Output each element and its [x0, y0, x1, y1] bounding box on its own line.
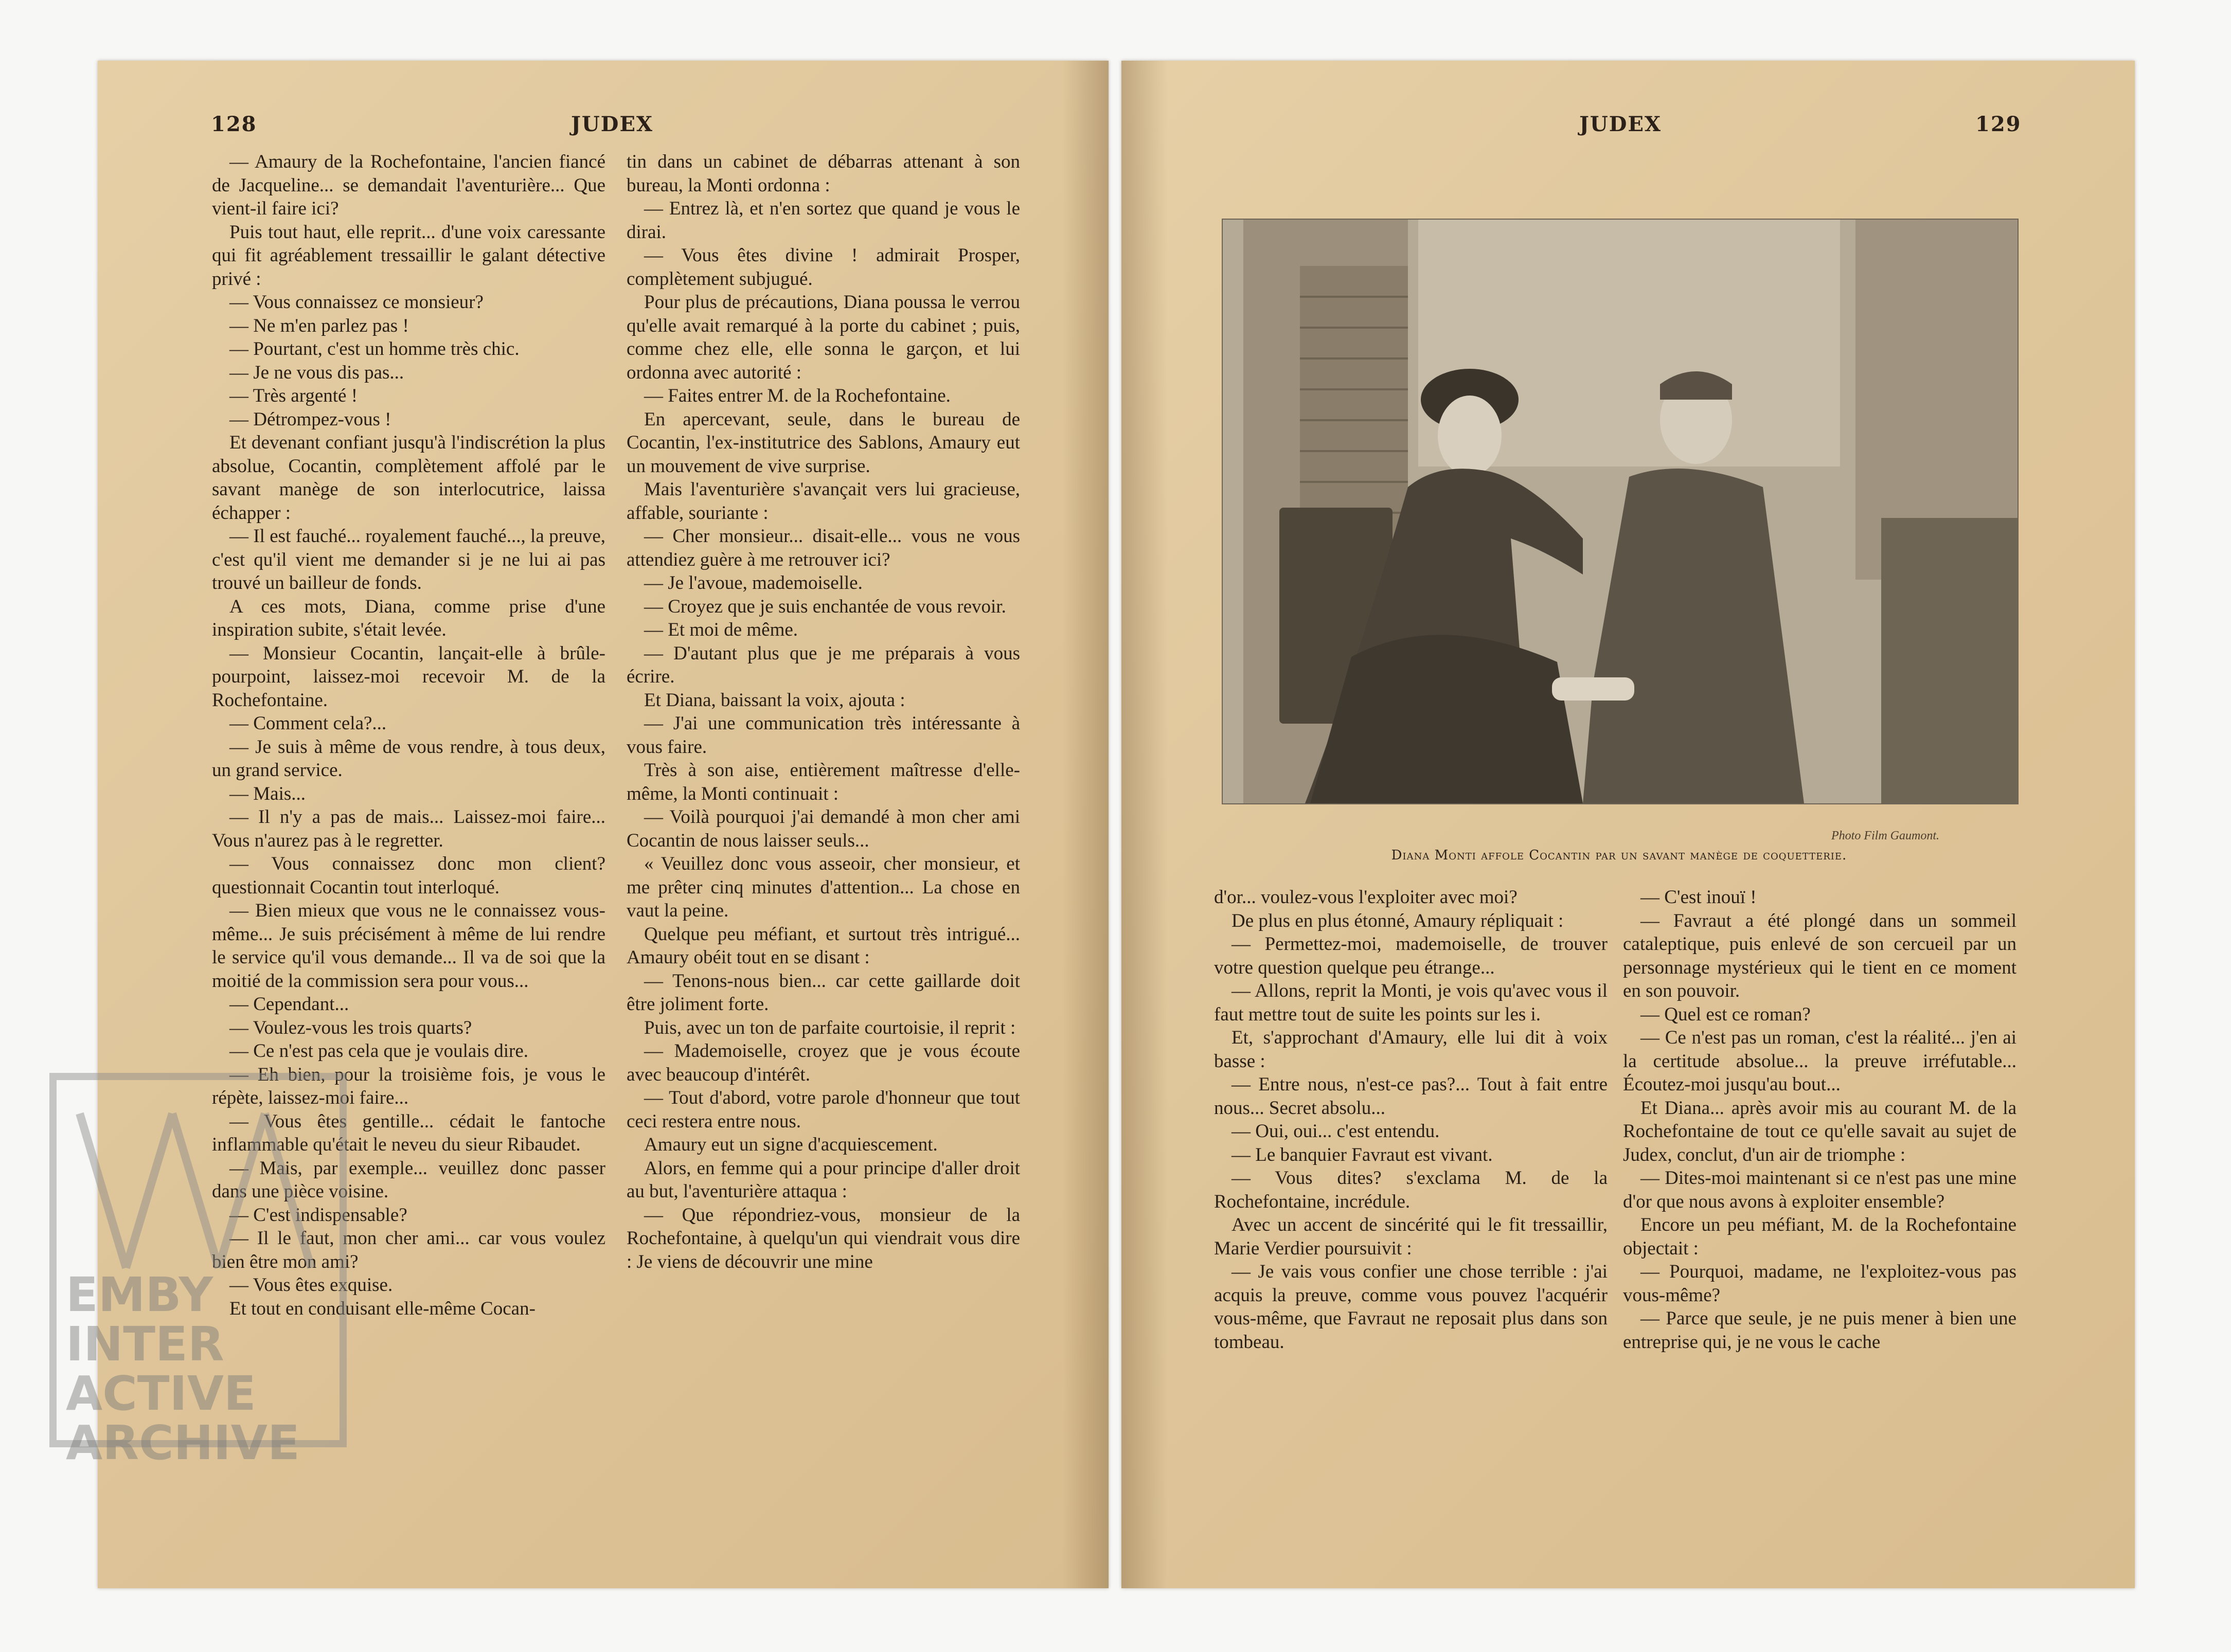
paragraph: — Entre nous, n'est-ce pas?... Tout à fait entre nous... Secret absolu... — [1214, 1074, 1608, 1119]
paragraph: — Vous êtes divine ! admirait Prosper, complètement subjugué. — [627, 245, 1020, 290]
paragraph: — Le banquier Favraut est vivant. — [1231, 1144, 1493, 1165]
paragraph: — Que répondriez-vous, monsieur de la Rochefontaine, à quelqu'un qui viendrait vous dire : Je viens de découvrir une mine — [627, 1204, 1020, 1272]
paragraph: — Détrompez-vous ! — [229, 408, 391, 430]
paragraph: — Voulez-vous les trois quarts? — [229, 1017, 472, 1038]
paragraph: Et devenant confiant jusqu'à l'indiscrétion la plus absolue, Cocantin, complètement affolé par le savant manège de son interlocutrice, laissa échapper : — [212, 432, 605, 524]
paragraph: — Faites entrer M. de la Rochefontaine. — [644, 385, 951, 406]
paragraph: — Ce n'est pas cela que je voulais dire. — [229, 1040, 529, 1062]
paragraph: — Mais... — [229, 783, 306, 804]
paragraph: — Très argenté ! — [229, 385, 358, 406]
paragraph: — Pourquoi, madame, ne l'exploitez-vous pas vous-même? — [1623, 1261, 2016, 1306]
watermark-line: ACTIVE — [66, 1366, 256, 1421]
paragraph: — Tout d'abord, votre parole d'honneur que tout ceci restera entre nous. — [627, 1087, 1020, 1132]
paragraph: — Vous dites? s'exclama M. de la Rochefontaine, incrédule. — [1214, 1168, 1608, 1212]
watermark-line: INTER — [66, 1317, 224, 1372]
paragraph: — Voilà pourquoi j'ai demandé à mon cher ami Cocantin de nous laisser seuls... — [627, 806, 1020, 851]
paragraph: — Monsieur Cocantin, lançait-elle à brûle-pourpoint, laissez-moi recevoir M. de la Rochefontaine. — [212, 642, 605, 711]
film-still-drawing — [1223, 220, 2018, 803]
paragraph: Et Diana, baissant la voix, ajouta : — [644, 689, 905, 711]
paragraph: — Bien mieux que vous ne le connaissez vous-même... Je suis précisément à même de lui rendre le service qu'il vous demande... Il va de soi que la moitié de la commission sera pour vous... — [212, 900, 605, 992]
paragraph: Quelque peu méfiant, et surtout très intrigué... Amaury obéit tout en se disant : — [627, 923, 1020, 968]
paragraph: — Amaury de la Rochefontaine, l'ancien fiancé de Jacqueline... se demandait l'aventurière... Que vient-il faire ici? — [212, 151, 605, 219]
paragraph: Encore un peu méfiant, M. de la Rochefontaine objectait : — [1623, 1214, 2016, 1259]
gutter-shadow — [1062, 61, 1109, 1588]
paragraph: — Parce que seule, je ne puis mener à bien une entreprise qui, je ne vous le cache — [1623, 1308, 2016, 1353]
page-number-right: 129 — [1975, 112, 2022, 136]
right-column-1 — [1214, 886, 1608, 1354]
watermark-line: EMBY — [66, 1267, 213, 1322]
photo-credit: Photo Film Gaumont. — [1831, 829, 1939, 842]
paragraph: Avec un accent de sincérité qui le fit tressaillir, Marie Verdier poursuivit : — [1214, 1214, 1608, 1259]
paragraph: — Vous êtes exquise. — [229, 1274, 393, 1296]
paragraph: — J'ai une communication très intéressante à vous faire. — [627, 713, 1020, 758]
paragraph: Pour plus de précautions, Diana poussa le verrou qu'elle avait remarqué à la porte du cabinet ; puis, comme chez elle, elle sonna le garçon, et lui ordonna avec autorité : — [627, 292, 1020, 383]
paragraph: — Entrez là, et n'en sortez que quand je vous le dirai. — [627, 198, 1020, 243]
paragraph: Et Diana... après avoir mis au courant M. de la Rochefontaine de tout ce qu'elle savait au sujet de Judex, conclut, d'un air de triomphe : — [1623, 1097, 2016, 1165]
paragraph: — Il est fauché... royalement fauché..., la preuve, c'est qu'il vient me demander si je ne lui ai pas trouvé un bailleur de fonds. — [212, 526, 605, 594]
paragraph: — Favraut a été plongé dans un sommeil cataleptique, puis enlevé de son cercueil par un personnage mystérieux qui le tient en ce moment en son pouvoir. — [1623, 910, 2016, 1001]
paragraph: — Quel est ce roman? — [1640, 1003, 1811, 1025]
paragraph: — Il n'y a pas de mais... Laissez-moi faire... Vous n'aurez pas à le regretter. — [212, 806, 605, 851]
film-still-photo — [1222, 219, 2019, 804]
paragraph: — Mademoiselle, croyez que je vous écoute avec beaucoup d'intérêt. — [627, 1040, 1020, 1085]
paragraph: — Allons, reprit la Monti, je vois qu'avec vous il faut mettre tout de suite les points sur les i. — [1214, 980, 1608, 1025]
page-number-left: 128 — [211, 112, 257, 136]
paragraph: Amaury eut un signe d'acquiescement. — [644, 1134, 938, 1155]
paragraph: — Je suis à même de vous rendre, à tous deux, un grand service. — [212, 736, 605, 781]
paragraph: — Vous connaissez donc mon client? questionnait Cocantin tout interloqué. — [212, 853, 605, 898]
paragraph: — Croyez que je suis enchantée de vous revoir. — [644, 596, 1006, 617]
paragraph: d'or... voulez-vous l'exploiter avec moi? — [1214, 887, 1518, 908]
paragraph: — Je ne vous dis pas... — [229, 362, 404, 383]
paragraph: « Veuillez donc vous asseoir, cher monsieur, et me prêter cinq minutes d'attention... La chose en vaut la peine. — [627, 853, 1020, 921]
paragraph: Et tout en conduisant elle-même Cocan- — [229, 1298, 536, 1319]
paragraph: — Permettez-moi, mademoiselle, de trouver votre question quelque peu étrange... — [1214, 933, 1608, 978]
paragraph: — C'est indispensable? — [229, 1204, 407, 1226]
right-column-2 — [1623, 886, 2016, 1354]
paragraph: Très à son aise, entièrement maîtresse d'elle-même, la Monti continuait : — [627, 760, 1020, 804]
paragraph: tin dans un cabinet de débarras attenant à son bureau, la Monti ordonna : — [627, 151, 1020, 196]
watermark-line: ARCHIVE — [66, 1415, 300, 1470]
paragraph: — Cher monsieur... disait-elle... vous ne vous attendiez guère à me retrouver ici? — [627, 526, 1020, 570]
paragraph: — Cependant... — [229, 994, 349, 1015]
paragraph: — D'autant plus que je me préparais à vous écrire. — [627, 642, 1020, 687]
watermark-text — [66, 1267, 333, 1470]
paragraph: — Et moi de même. — [644, 619, 798, 640]
paragraph: En apercevant, seule, dans le bureau de Cocantin, l'ex-institutrice des Sablons, Amaury eut un mouvement de vive surprise. — [627, 408, 1020, 477]
running-head-left: JUDEX — [571, 112, 654, 136]
paragraph: — Tenons-nous bien... car cette gaillarde doit être joliment forte. — [627, 970, 1020, 1015]
photo-caption: Diana Monti affole Cocantin par un savant manège de coquetterie. — [1391, 848, 1847, 863]
paragraph: — Eh bien, pour la troisième fois, je vous le répète, laissez-moi faire... — [212, 1064, 605, 1108]
paragraph: — Vous connaissez ce monsieur? — [229, 292, 484, 313]
paragraph: — Vous êtes gentille... cédait le fantoche inflammable qu'était le neveu du sieur Ribaudet. — [212, 1110, 605, 1155]
paragraph: — Je vais vous confier une chose terrible : j'ai acquis la preuve, comme vous pouvez l'acquérir vous-même, que Favraut ne reposait plus dans son tombeau. — [1214, 1261, 1608, 1353]
paragraph: Puis tout haut, elle reprit... d'une voix caressante qui fit agréablement tressaillir le galant détective privé : — [212, 221, 605, 290]
paragraph: Puis, avec un ton de parfaite courtoisie, il reprit : — [644, 1017, 1016, 1038]
paragraph: — Oui, oui... c'est entendu. — [1231, 1121, 1440, 1142]
paragraph: — Comment cela?... — [229, 713, 387, 734]
paragraph: — Ce n'est pas un roman, c'est la réalité... j'en ai la certitude absolue... la preuve irréfutable... Écoutez-moi jusqu'au bout... — [1623, 1027, 2016, 1095]
gutter-shadow — [1121, 61, 1168, 1588]
running-head-right: JUDEX — [1579, 112, 1662, 136]
paragraph: A ces mots, Diana, comme prise d'une inspiration subite, s'était levée. — [212, 596, 605, 640]
paragraph: — Mais, par exemple... veuillez donc passer dans une pièce voisine. — [212, 1157, 605, 1202]
paragraph: — Ne m'en parlez pas ! — [229, 315, 409, 336]
left-column-2 — [627, 150, 1020, 1273]
paragraph: — C'est inouï ! — [1640, 887, 1757, 908]
paragraph: — Pourtant, c'est un homme très chic. — [229, 338, 520, 360]
paragraph: Alors, en femme qui a pour principe d'aller droit au but, l'aventurière attaqua : — [627, 1157, 1020, 1202]
paragraph: — Je l'avoue, mademoiselle. — [644, 572, 863, 594]
paragraph: Et, s'approchant d'Amaury, elle lui dit à voix basse : — [1214, 1027, 1608, 1072]
paragraph: — Dites-moi maintenant si ce n'est pas une mine d'or que nous avons à exploiter ensemble? — [1623, 1168, 2016, 1212]
paragraph: De plus en plus étonné, Amaury répliquait : — [1231, 910, 1564, 931]
paragraph: — Il le faut, mon cher ami... car vous voulez bien être mon ami? — [212, 1228, 605, 1272]
paragraph: Mais l'aventurière s'avançait vers lui gracieuse, affable, souriante : — [627, 479, 1020, 524]
